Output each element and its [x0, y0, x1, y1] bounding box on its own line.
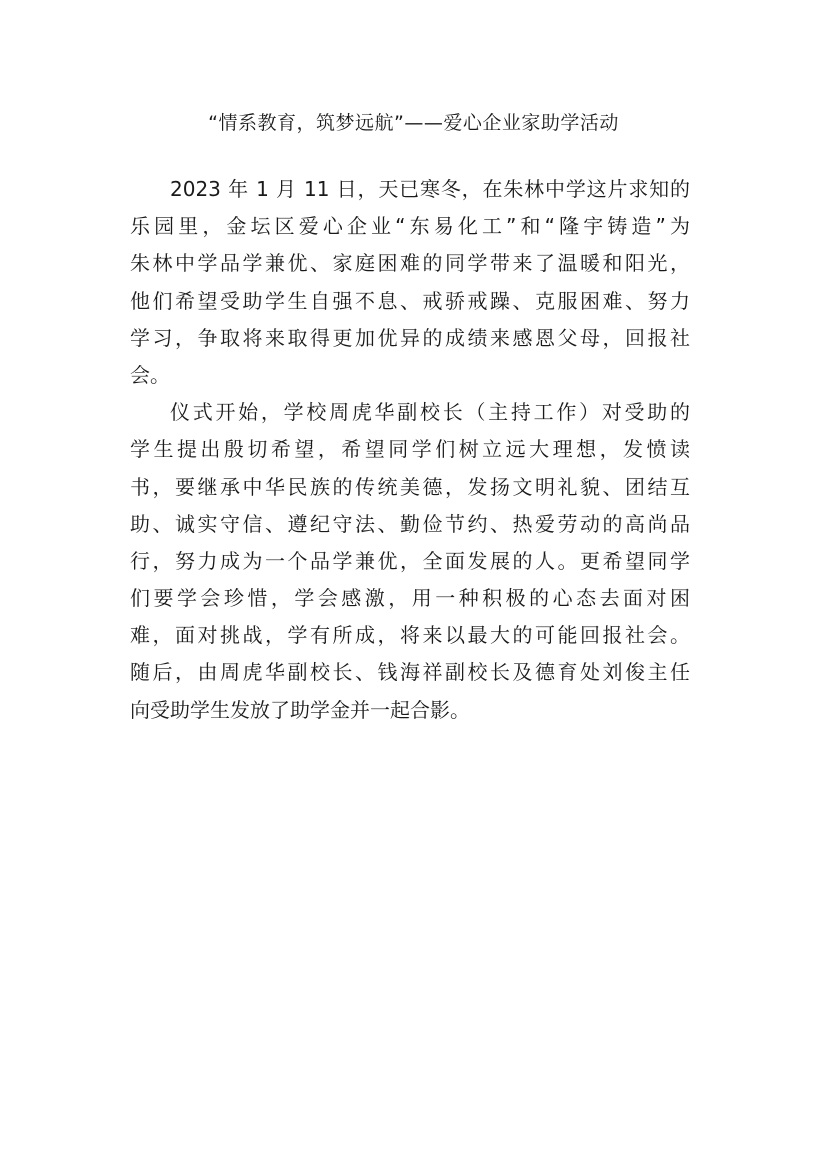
paragraph-line: 们要学会珍惜，学会感激，用一种积极的心态去面对困 — [130, 586, 690, 611]
paragraph-line: 朱林中学品学兼优、家庭困难的同学带来了温暖和阳光， — [130, 251, 690, 276]
paragraph-line: 2023 年 1 月 11 日，天已寒冬，在朱林中学这片求知的 — [170, 177, 690, 201]
paragraph-line: 学习，争取将来取得更加优异的成绩来感恩父母，回报社 — [130, 325, 690, 350]
paragraph-line: 助、诚实守信、遵纪守法、勤俭节约、热爱劳动的高尚品 — [130, 511, 690, 536]
document-title: “情系教育，筑梦远航”——爱心企业家助学活动 — [208, 112, 619, 134]
paragraph-line: 他们希望受助学生自强不息、戒骄戒躁、克服困难、努力 — [130, 288, 690, 313]
paragraph-line: 向受助学生发放了助学金并一起合影。 — [130, 697, 470, 722]
paragraph-line: 会。 — [130, 362, 170, 387]
paragraph-line: 书，要继承中华民族的传统美德，发扬文明礼貌、团结互 — [130, 474, 690, 499]
paragraph-line: 随后，由周虎华副校长、钱海祥副校长及德育处刘俊主任 — [130, 660, 690, 685]
paragraph-line: 学生提出殷切希望，希望同学们树立远大理想，发愤读 — [130, 437, 690, 462]
paragraph-line: 乐园里，金坛区爱心企业“东易化工”和“隆宇铸造”为 — [130, 214, 690, 239]
paragraph-line: 行，努力成为一个品学兼优，全面发展的人。更希望同学 — [130, 548, 690, 573]
paragraph-line: 难，面对挑战，学有所成，将来以最大的可能回报社会。 — [130, 623, 690, 648]
document-body — [130, 171, 690, 729]
paragraph-2 — [130, 394, 690, 729]
paragraph-line: 仪式开始，学校周虎华副校长（主持工作）对受助的 — [170, 400, 690, 425]
paragraph-1 — [130, 171, 690, 394]
